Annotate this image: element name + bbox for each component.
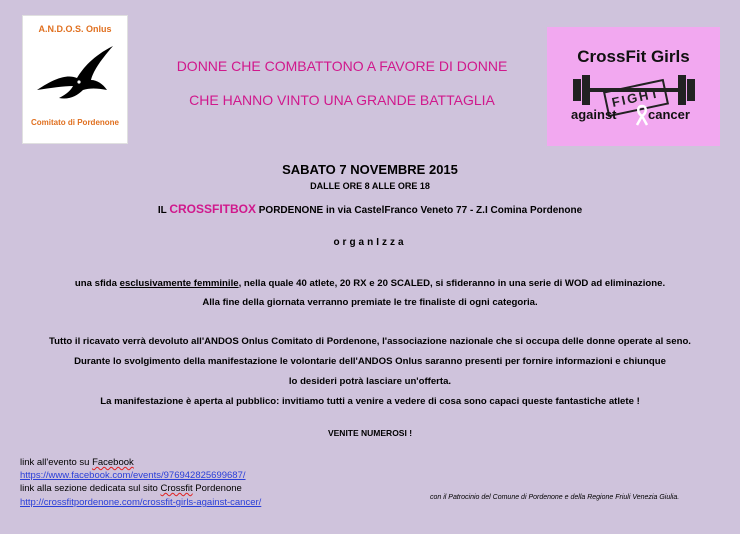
cf-logo-fight: FIGHT: [603, 79, 669, 117]
event-venue: [0, 202, 740, 216]
facebook-event-link[interactable]: https://www.facebook.com/events/976942825699687/: [20, 470, 246, 481]
site-label-c: Pordenone: [192, 483, 242, 494]
venue-prefix: IL: [157, 205, 167, 216]
swallow-icon: [33, 38, 117, 114]
site-link-row: [20, 497, 261, 508]
body-line-7: VENITE NUMEROSI !: [327, 428, 413, 438]
venue-address: PORDENONE in via CastelFranco Veneto 77 - Z.I Comina Pordenone: [258, 205, 583, 216]
pink-ribbon-icon: [635, 104, 649, 126]
event-date: SABATO 7 NOVEMBRE 2015: [282, 162, 458, 177]
facebook-link-row: [20, 470, 246, 481]
crossfit-site-link[interactable]: http://crossfitpordenone.com/crossfit-girls-against-cancer/: [20, 497, 262, 508]
body-line-6: La manifestazione è aperta al pubblico: invitiamo tutti a venire a vedere di cosa sono capaci queste fantastiche atlete !: [100, 396, 640, 407]
venue-name: CROSSFITBOX: [169, 202, 256, 216]
fb-label-b: Facebook: [92, 457, 134, 468]
headline-line-1: DONNE CHE COMBATTONO A FAVORE DI DONNE: [176, 58, 508, 74]
body-line-5: lo desideri potrà lasciare un'offerta.: [288, 376, 452, 387]
body-line-1-b: , nella quale 40 atlete, 20 RX e 20 SCALED, si sfideranno in una serie di WOD ad eliminazione.: [238, 278, 666, 289]
andos-logo: [22, 15, 128, 144]
cf-logo-against: against: [571, 107, 617, 122]
andos-logo-title: A.N.D.O.S. Onlus: [38, 24, 112, 34]
site-link-label: [20, 483, 242, 494]
organizes-text: organIzza: [333, 237, 407, 248]
body-line-1: [0, 278, 740, 289]
body-line-1-underline: esclusivamente femminile: [119, 278, 239, 289]
patronage-note: con il Patrocinio del Comune di Pordenone e della Regione Friuli Venezia Giulia.: [430, 494, 680, 501]
body-line-3: Tutto il ricavato verrà devoluto all'ANDOS Onlus Comitato di Pordenone, l'associazione nazionale che si occupa delle donne operate al seno.: [49, 336, 691, 347]
cf-logo-title: CrossFit Girls: [577, 47, 690, 66]
body-line-2: Alla fine della giornata verranno premiate le tre finaliste di ogni categoria.: [202, 297, 538, 308]
andos-logo-subtitle: Comitato di Pordenone: [31, 118, 119, 127]
headline-line-2: CHE HANNO VINTO UNA GRANDE BATTAGLIA: [189, 92, 495, 108]
body-line-4: Durante lo svolgimento della manifestazione le volontarie dell'ANDOS Onlus saranno presenti per fornire informazioni e chiunque: [74, 356, 666, 367]
site-label-b: Crossfit: [160, 483, 193, 494]
body-line-1-a: una sfida: [74, 278, 120, 289]
facebook-link-label: [20, 457, 134, 468]
fb-label-a: link all'evento su: [20, 457, 93, 468]
site-label-a: link alla sezione dedicata sul sito: [20, 483, 161, 494]
cf-logo-cancer: cancer: [648, 107, 690, 122]
crossfit-girls-logo: [547, 27, 720, 146]
event-hours: DALLE ORE 8 ALLE ORE 18: [310, 181, 430, 191]
